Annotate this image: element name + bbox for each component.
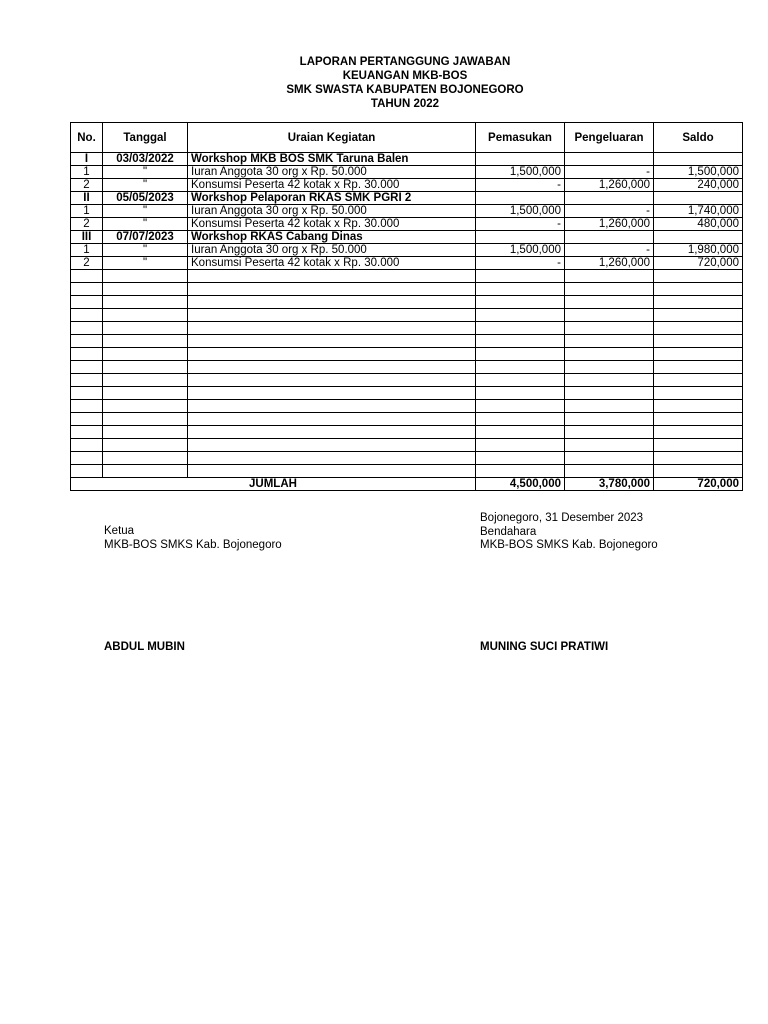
empty-cell xyxy=(71,439,103,452)
empty-cell xyxy=(565,400,654,413)
table-body xyxy=(71,153,743,491)
empty-cell xyxy=(565,309,654,322)
empty-cell xyxy=(476,426,565,439)
row-no: 1 xyxy=(71,244,103,257)
empty-row xyxy=(71,439,743,452)
row-pemasukan: 1,500,000 xyxy=(476,244,565,257)
row-saldo: 480,000 xyxy=(654,218,743,231)
row-saldo xyxy=(654,153,743,166)
empty-cell xyxy=(654,335,743,348)
report-subtitle: KEUANGAN MKB-BOS xyxy=(342,70,468,82)
empty-cell xyxy=(476,309,565,322)
empty-cell xyxy=(654,283,743,296)
row-saldo: 720,000 xyxy=(654,257,743,270)
empty-cell xyxy=(565,270,654,283)
report-table xyxy=(70,122,743,491)
table-row xyxy=(71,218,743,231)
row-pengeluaran: - xyxy=(565,244,654,257)
empty-cell xyxy=(565,348,654,361)
row-saldo xyxy=(654,192,743,205)
signature-place-date: Bojonegoro, 31 Desember 2023 xyxy=(480,512,644,524)
row-pemasukan: - xyxy=(476,218,565,231)
row-date: " xyxy=(103,257,188,270)
row-saldo: 240,000 xyxy=(654,179,743,192)
row-no: II xyxy=(71,192,103,205)
empty-cell xyxy=(476,400,565,413)
empty-cell xyxy=(71,465,103,478)
empty-cell xyxy=(188,465,476,478)
empty-cell xyxy=(188,413,476,426)
row-desc: Iuran Anggota 30 org x Rp. 50.000 xyxy=(188,244,476,257)
row-pengeluaran xyxy=(565,192,654,205)
col-header-uraian: Uraian Kegiatan xyxy=(188,123,476,153)
empty-cell xyxy=(103,426,188,439)
row-saldo: 1,980,000 xyxy=(654,244,743,257)
row-no: 2 xyxy=(71,179,103,192)
table-row xyxy=(71,257,743,270)
empty-cell xyxy=(565,439,654,452)
col-header-saldo: Saldo xyxy=(654,123,743,153)
total-row xyxy=(71,478,743,491)
signature-right-org: MKB-BOS SMKS Kab. Bojonegoro xyxy=(480,539,658,551)
signature-right-role: Bendahara xyxy=(480,525,537,538)
empty-cell xyxy=(71,400,103,413)
row-pengeluaran: 1,260,000 xyxy=(565,257,654,270)
row-pemasukan xyxy=(476,153,565,166)
empty-cell xyxy=(71,309,103,322)
empty-row xyxy=(71,296,743,309)
row-desc: Iuran Anggota 30 org x Rp. 50.000 xyxy=(188,166,476,179)
col-header-no: No. xyxy=(71,123,103,153)
empty-cell xyxy=(654,400,743,413)
empty-cell xyxy=(188,387,476,400)
table-row xyxy=(71,166,743,179)
row-pengeluaran: - xyxy=(565,205,654,218)
report-year: TAHUN 2022 xyxy=(370,98,440,110)
signature-right xyxy=(480,512,658,553)
empty-cell xyxy=(188,309,476,322)
row-desc: Workshop Pelaporan RKAS SMK PGRI 2 xyxy=(188,192,476,205)
total-pemasukan: 4,500,000 xyxy=(476,478,565,491)
row-desc: Workshop RKAS Cabang Dinas xyxy=(188,231,476,244)
empty-row xyxy=(71,400,743,413)
row-date: 07/07/2023 xyxy=(103,231,188,244)
empty-cell xyxy=(654,361,743,374)
empty-cell xyxy=(476,413,565,426)
empty-cell xyxy=(654,322,743,335)
empty-cell xyxy=(476,361,565,374)
empty-cell xyxy=(71,270,103,283)
empty-cell xyxy=(103,348,188,361)
empty-cell xyxy=(654,309,743,322)
empty-cell xyxy=(71,426,103,439)
empty-cell xyxy=(188,426,476,439)
empty-cell xyxy=(654,387,743,400)
row-date: " xyxy=(103,166,188,179)
empty-cell xyxy=(71,335,103,348)
empty-row xyxy=(71,465,743,478)
empty-cell xyxy=(476,296,565,309)
empty-cell xyxy=(654,296,743,309)
empty-cell xyxy=(188,452,476,465)
empty-cell xyxy=(103,413,188,426)
empty-cell xyxy=(565,322,654,335)
row-date: " xyxy=(103,244,188,257)
empty-cell xyxy=(103,296,188,309)
empty-cell xyxy=(654,439,743,452)
empty-cell xyxy=(565,387,654,400)
empty-cell xyxy=(476,270,565,283)
row-date: " xyxy=(103,218,188,231)
section-row xyxy=(71,192,743,205)
empty-row xyxy=(71,452,743,465)
empty-cell xyxy=(71,413,103,426)
empty-cell xyxy=(476,322,565,335)
empty-cell xyxy=(188,270,476,283)
signature-left xyxy=(104,525,282,552)
empty-cell xyxy=(103,283,188,296)
empty-cell xyxy=(476,387,565,400)
empty-cell xyxy=(476,335,565,348)
row-pemasukan: 1,500,000 xyxy=(476,205,565,218)
signature-left-name: ABDUL MUBIN xyxy=(104,641,185,653)
signature-left-org: MKB-BOS SMKS Kab. Bojonegoro xyxy=(104,538,282,551)
empty-cell xyxy=(103,270,188,283)
report-header xyxy=(0,55,768,111)
empty-row xyxy=(71,322,743,335)
row-pengeluaran xyxy=(565,153,654,166)
empty-row xyxy=(71,335,743,348)
row-desc: Workshop MKB BOS SMK Taruna Balen xyxy=(188,153,476,166)
empty-row xyxy=(71,361,743,374)
row-pengeluaran xyxy=(565,231,654,244)
empty-cell xyxy=(103,374,188,387)
empty-cell xyxy=(71,374,103,387)
row-desc: Konsumsi Peserta 42 kotak x Rp. 30.000 xyxy=(188,257,476,270)
col-header-tanggal: Tanggal xyxy=(103,123,188,153)
row-desc: Konsumsi Peserta 42 kotak x Rp. 30.000 xyxy=(188,218,476,231)
empty-cell xyxy=(188,296,476,309)
empty-row xyxy=(71,283,743,296)
row-no: 1 xyxy=(71,205,103,218)
empty-cell xyxy=(103,361,188,374)
empty-row xyxy=(71,426,743,439)
row-pengeluaran: 1,260,000 xyxy=(565,179,654,192)
empty-cell xyxy=(103,452,188,465)
row-saldo: 1,740,000 xyxy=(654,205,743,218)
row-pemasukan: - xyxy=(476,257,565,270)
row-no: 2 xyxy=(71,257,103,270)
empty-row xyxy=(71,374,743,387)
empty-cell xyxy=(654,374,743,387)
row-pemasukan xyxy=(476,192,565,205)
empty-cell xyxy=(565,283,654,296)
empty-cell xyxy=(71,283,103,296)
empty-cell xyxy=(565,335,654,348)
empty-row xyxy=(71,387,743,400)
report-institution: SMK SWASTA KABUPATEN BOJONEGORO xyxy=(286,84,524,96)
row-pengeluaran: 1,260,000 xyxy=(565,218,654,231)
empty-row xyxy=(71,309,743,322)
empty-cell xyxy=(103,309,188,322)
row-date: 05/05/2023 xyxy=(103,192,188,205)
row-date: 03/03/2022 xyxy=(103,153,188,166)
empty-cell xyxy=(188,348,476,361)
empty-cell xyxy=(565,452,654,465)
empty-cell xyxy=(71,322,103,335)
empty-cell xyxy=(103,465,188,478)
section-row xyxy=(71,231,743,244)
empty-cell xyxy=(188,322,476,335)
empty-cell xyxy=(565,374,654,387)
row-no: III xyxy=(71,231,103,244)
empty-row xyxy=(71,270,743,283)
empty-cell xyxy=(476,374,565,387)
table-header-row xyxy=(71,123,743,153)
table-row xyxy=(71,205,743,218)
empty-cell xyxy=(565,426,654,439)
empty-cell xyxy=(71,296,103,309)
row-pengeluaran: - xyxy=(565,166,654,179)
row-no: 1 xyxy=(71,166,103,179)
total-saldo: 720,000 xyxy=(654,478,743,491)
empty-cell xyxy=(71,361,103,374)
empty-cell xyxy=(103,439,188,452)
row-pemasukan xyxy=(476,231,565,244)
empty-cell xyxy=(71,348,103,361)
empty-cell xyxy=(654,270,743,283)
empty-cell xyxy=(71,452,103,465)
section-row xyxy=(71,153,743,166)
empty-cell xyxy=(188,400,476,413)
row-saldo xyxy=(654,231,743,244)
signature-right-name: MUNING SUCI PRATIWI xyxy=(480,641,609,653)
empty-cell xyxy=(654,426,743,439)
empty-cell xyxy=(654,348,743,361)
empty-cell xyxy=(476,348,565,361)
empty-cell xyxy=(103,322,188,335)
row-saldo: 1,500,000 xyxy=(654,166,743,179)
empty-cell xyxy=(103,400,188,413)
empty-cell xyxy=(71,387,103,400)
empty-cell xyxy=(188,283,476,296)
table-row xyxy=(71,179,743,192)
empty-cell xyxy=(565,413,654,426)
row-no: 2 xyxy=(71,218,103,231)
row-pemasukan: 1,500,000 xyxy=(476,166,565,179)
empty-row xyxy=(71,413,743,426)
row-desc: Iuran Anggota 30 org x Rp. 50.000 xyxy=(188,205,476,218)
empty-cell xyxy=(103,387,188,400)
row-date: " xyxy=(103,179,188,192)
empty-cell xyxy=(188,374,476,387)
empty-cell xyxy=(103,335,188,348)
empty-cell xyxy=(565,465,654,478)
table-row xyxy=(71,244,743,257)
empty-cell xyxy=(476,465,565,478)
total-pengeluaran: 3,780,000 xyxy=(565,478,654,491)
empty-cell xyxy=(476,283,565,296)
empty-cell xyxy=(565,361,654,374)
empty-cell xyxy=(188,439,476,452)
col-header-pemasukan: Pemasukan xyxy=(476,123,565,153)
empty-cell xyxy=(654,413,743,426)
col-header-pengeluaran: Pengeluaran xyxy=(565,123,654,153)
total-label: JUMLAH xyxy=(71,478,476,491)
empty-cell xyxy=(565,296,654,309)
empty-cell xyxy=(476,439,565,452)
empty-cell xyxy=(476,452,565,465)
empty-cell xyxy=(188,361,476,374)
empty-cell xyxy=(188,335,476,348)
row-date: " xyxy=(103,205,188,218)
row-no: I xyxy=(71,153,103,166)
signature-left-role: Ketua xyxy=(104,525,135,537)
empty-row xyxy=(71,348,743,361)
report-title: LAPORAN PERTANGGUNG JAWABAN xyxy=(299,56,511,68)
empty-cell xyxy=(654,465,743,478)
row-pemasukan: - xyxy=(476,179,565,192)
row-desc: Konsumsi Peserta 42 kotak x Rp. 30.000 xyxy=(188,179,476,192)
empty-cell xyxy=(654,452,743,465)
